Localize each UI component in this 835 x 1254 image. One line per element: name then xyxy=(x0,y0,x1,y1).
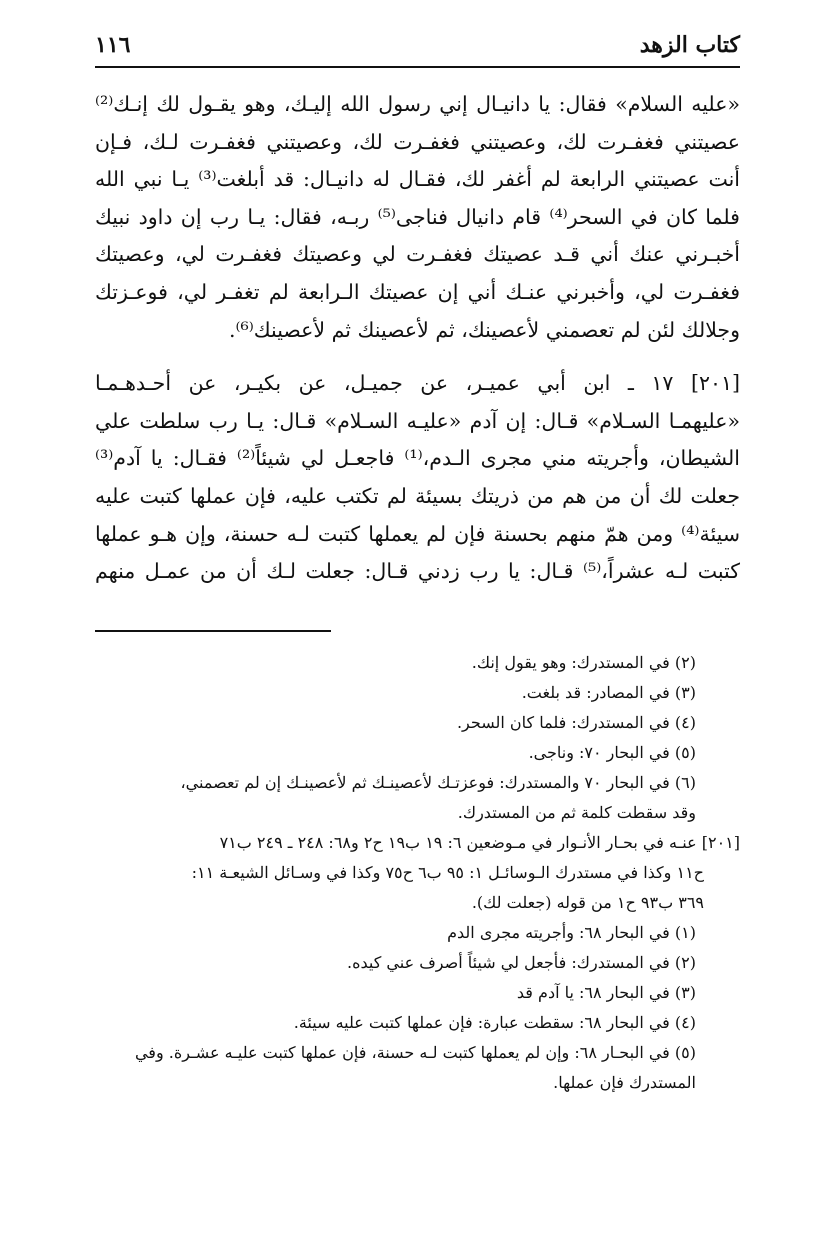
paragraph-2 xyxy=(95,365,740,591)
text-line: كتبت لـه عشراً،⁽⁵⁾ قـال: يا رب زدني قـال: جعلت لـك أن من عمـل منهم xyxy=(95,559,741,584)
footnotes xyxy=(95,648,740,1098)
footnote: (٥) في البحار ٧٠: وناجى. xyxy=(528,743,696,762)
source-reference: [٢٠١] عنـه في بحـار الأنـوار في مـوضعين ٦: ١٩ ب١٩ ح٢ و٦٨: ٢٤٨ ـ ٢٤٩ ب٧١ xyxy=(219,833,740,852)
footnote: (٢) في المستدرك: وهو يقول إنك. xyxy=(471,653,696,672)
paragraph-1 xyxy=(95,86,740,349)
text-line: سيئة⁽⁴⁾ ومن همّ منهم بحسنة فإن لم يعملها كتبت لـه حسنة، وإن هـو عملها xyxy=(95,521,740,546)
footnote: (٤) في البحار ٦٨: سقطت عبارة: فإن عملها كتبت عليه سيئة. xyxy=(293,1013,696,1032)
text-line: [٢٠١] ١٧ ـ ابن أبي عميـر، عن جميـل، عن بكيـر، عن أحـدهـمـا xyxy=(95,371,741,396)
footnote: (١) في البحار ٦٨: وأجريته مجرى الدم xyxy=(447,923,696,942)
text-line: وجلالك لئن لم تعصمني لأعصينك، ثم لأعصينك ثم لأعصينك⁽⁶⁾. xyxy=(228,317,740,342)
footnote: (٤) في المستدرك: فلما كان السحر. xyxy=(456,713,696,732)
source-reference-continuation: ٣٦٩ ب٩٣ ح١ من قوله (جعلت لك). xyxy=(471,893,704,912)
text-line: أنت عصيتني الرابعة لم أغفر لك، فقـال له دانيـال: قد أبلغت⁽³⁾ يـا نبي الله xyxy=(95,167,740,192)
header-divider xyxy=(95,66,740,68)
footnote-continuation: وقد سقطت كلمة ثم من المستدرك. xyxy=(457,803,696,822)
source-reference-continuation: ح١١ وكذا في مستدرك الـوسائـل ١: ٩٥ ب٦ ح٧٥ وكذا في وسـائل الشيعـة ١١: xyxy=(191,863,704,882)
text-line: جعلت لك أن من هم من ذريتك بسيئة لم تكتب عليه، فإن عملها كتبت عليه xyxy=(95,483,740,508)
footnote: (٥) في البحـار ٦٨: وإن لم يعملها كتبت لـه حسنة، فإن عملها كتبت عليـه عشـرة. وفي xyxy=(134,1043,696,1062)
footnote: (٣) في البحار ٦٨: يا آدم قد xyxy=(516,983,696,1002)
footnote-separator xyxy=(95,630,331,632)
text-line: فغفـرت لي، وأخبرني عنـك أني إن عصيتك الـرابعة لم تغفـر لي، فوعـزتك xyxy=(95,279,740,304)
footnote: (٣) في المصادر: قد بلغت. xyxy=(521,683,696,702)
main-text xyxy=(95,86,740,591)
text-line: عصيتني فغفـرت لك، وعصيتني فغفـرت لك، وعصيتني فغفـرت لـك، فـإن xyxy=(95,129,740,154)
page-number: ١١٦ xyxy=(95,32,131,58)
footnote-continuation: المستدرك فإن عملها. xyxy=(553,1073,696,1092)
text-line: «عليهمـا السـلام» قـال: إن آدم «عليـه السـلام» قـال: يـا رب سلطت علي xyxy=(95,408,740,433)
text-line: «عليه السلام» فقال: يا دانيـال إني رسول الله إليـك، وهو يقـول لك إنـك⁽²⁾ xyxy=(95,92,740,116)
text-line: أخبـرني عنك أني قـد عصيتك فغفـرت لي وعصيتك فغفـرت لي، وعصيتك xyxy=(95,242,740,267)
text-line: الشيطان، وأجريته مني مجرى الـدم،⁽¹⁾ فاجعـل لي شيئاً⁽²⁾ فقـال: يا آدم⁽³⁾ xyxy=(95,446,740,471)
book-title: كتاب الزهد xyxy=(639,32,740,58)
text-line: فلما كان في السحر⁽⁴⁾ قام دانيال فناجى⁽⁵⁾ ربـه، فقال: يـا رب إن داود نبيك xyxy=(95,204,740,229)
running-header xyxy=(95,32,740,66)
footnote: (٦) في البحار ٧٠ والمستدرك: فوعزتـك لأعصينـك ثم لأعصينـك إن لم تعصمني، xyxy=(180,773,696,792)
footnote: (٢) في المستدرك: فأجعل لي شيئاً أصرف عني كيده. xyxy=(347,953,696,972)
